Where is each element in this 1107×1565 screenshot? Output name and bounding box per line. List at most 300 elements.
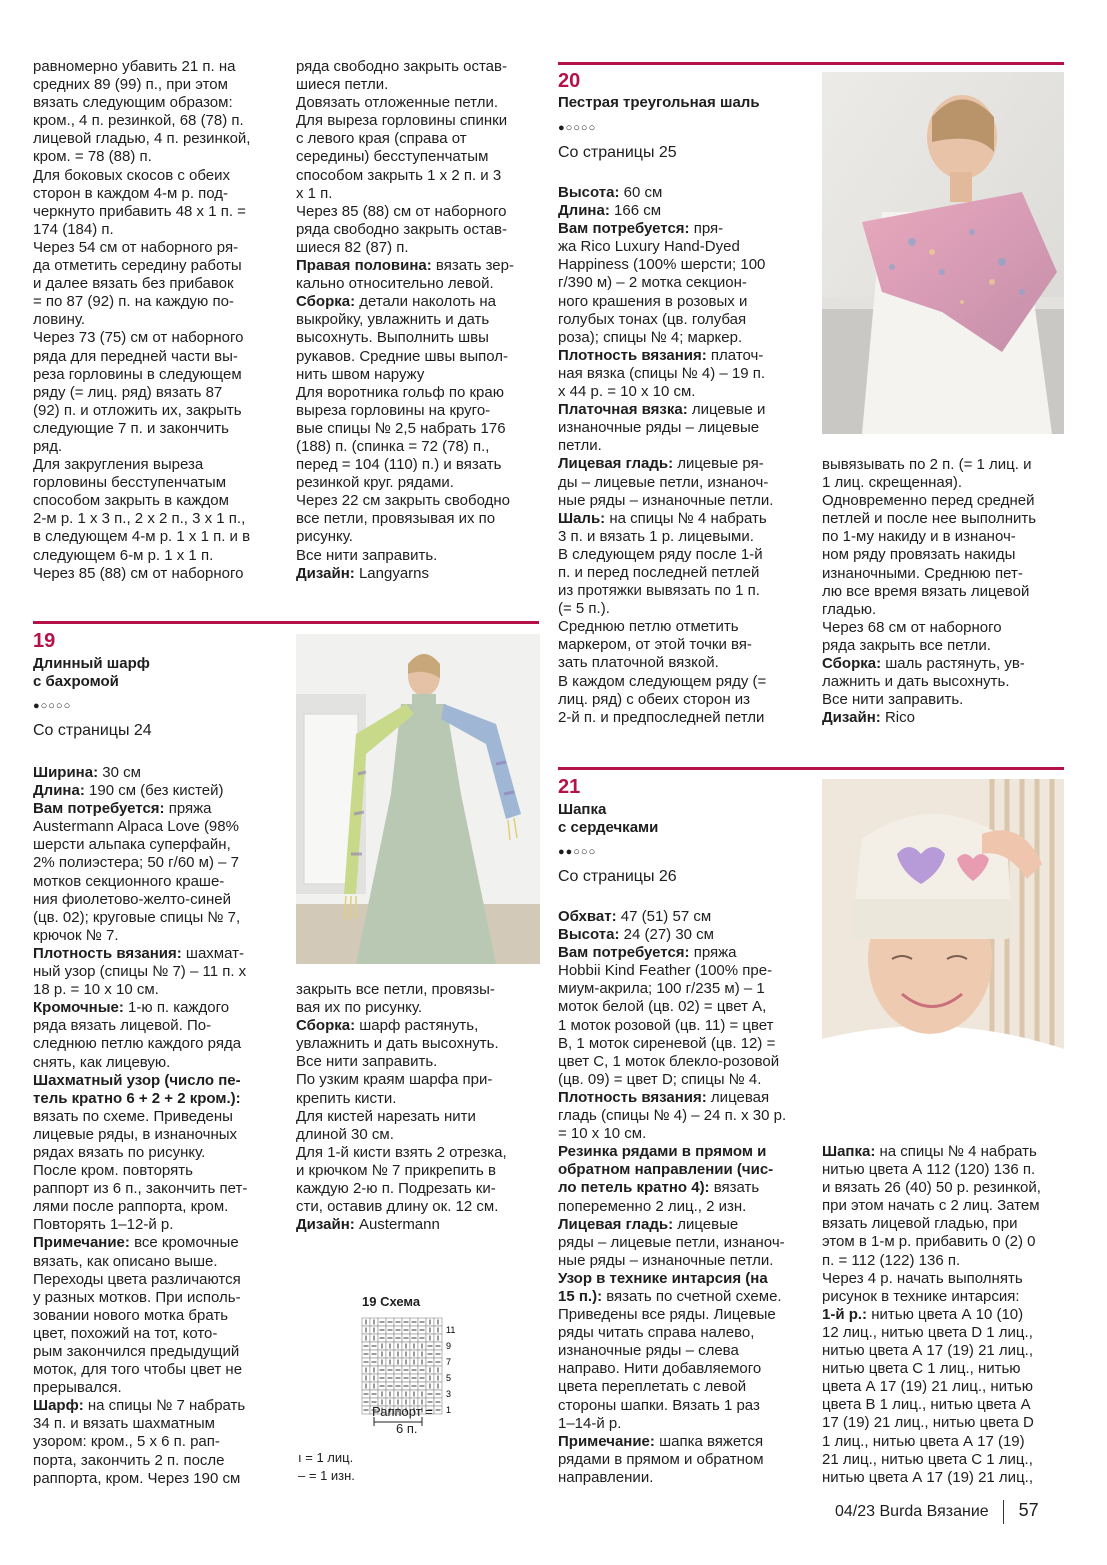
text-run: 34 п. и вязать шахматным [33,1415,215,1433]
text-line [33,782,283,800]
text-line [33,945,283,963]
text-run: Через 22 см закрыть свободно [296,492,510,510]
text-line [822,492,1067,510]
text-line [822,1342,1067,1360]
pattern-19-text [33,764,283,1488]
text-line [558,1306,808,1324]
text-line [558,1324,808,1342]
text-run: закрыть все петли, провязы- [296,981,495,998]
knit-legend-text: = 1 лиц. [305,1450,354,1465]
text-run: 1 лиц. скрещенная). [822,474,963,492]
text-run: шерсти альпака суперфайн, [33,836,231,854]
text-line [296,565,541,583]
text-run: Langyarns [354,564,430,582]
text-line [296,402,541,420]
text-run: Через 4 р. начать выполнять [822,1269,1023,1287]
text-line [33,58,278,76]
text-line [33,293,278,311]
text-run: кром., 4 п. резинкой, 68 (78) п. [33,112,244,130]
text-run: Для воротника гольф по краю [296,383,504,401]
text-line [296,130,541,148]
text-run: моток, для того чтобы цвет не [33,1361,243,1379]
text-run: кром. = 78 (88) п. [33,148,152,166]
text-line [33,1090,283,1108]
text-run: равномерно убавить 21 п. на [33,58,236,75]
text-run: у разных мотков. При исполь- [33,1288,241,1306]
page-number: 57 [1018,1500,1039,1521]
text-line [296,456,541,474]
text-line [33,1307,283,1325]
text-line [33,1180,283,1198]
text-line [822,1360,1067,1378]
text-line [33,402,278,420]
text-run: Довязать отложенные петли. [296,94,499,112]
text-run: перед = 104 (110) п.) и вязать [296,456,502,474]
text-run: 18 р. = 10 х 10 см. [33,981,159,999]
text-line [558,1433,808,1451]
text-line [558,944,808,962]
text-line [296,1126,541,1144]
pattern-21-page-ref: Со страницы 26 [558,868,677,885]
text-run: 24 (27) 30 см [619,926,714,944]
text-line [33,130,278,148]
text-line [296,275,541,293]
text-run: п. = 112 (122) 136 п. [822,1251,961,1269]
text-run: изнаночные ряды – слева [558,1342,739,1360]
text-line [558,582,808,600]
chart-row-label: 7 [446,1357,452,1367]
text-line [558,274,808,292]
page-footer [835,1500,1039,1524]
text-line [296,999,541,1017]
text-run: рисунок в технике интарсия: [822,1287,1020,1305]
text-line [822,1179,1067,1197]
text-line [558,673,808,691]
text-line [558,1053,808,1071]
text-run: пря- [689,220,724,238]
text-run: горловины бесступенчатым [33,474,227,492]
text-line [558,383,808,401]
text-run: вязать, как описано выше. [33,1252,218,1270]
pattern-20-text [558,184,808,727]
text-run: Hobbii Kind Feather (100% пре- [558,962,773,980]
text-run: изнаночными. Среднюю пет- [822,564,1023,582]
text-line [558,1270,808,1288]
text-line [296,1180,541,1198]
pattern-21-number: 21 [558,776,581,798]
text-run: 2% полиэстера; 50 г/60 м) – 7 [33,854,240,872]
text-run: сти, оставив длину ок. 12 см. [296,1198,499,1216]
text-run: лицевая [706,1088,770,1106]
text-line [33,764,283,782]
text-line [296,1071,541,1089]
text-run: высохнуть. Выполнить швы [296,329,489,347]
text-line [822,546,1067,564]
text-line [296,221,541,239]
text-line [296,547,541,565]
text-line [822,1451,1067,1469]
text-line [822,619,1067,637]
text-line [33,909,283,927]
text-run-bold: Платочная вязка: [558,401,688,419]
text-run: миум-акрила; 100 г/235 м) – 1 [558,980,765,998]
text-line [33,565,278,583]
text-run: Одновременно перед средней [822,492,1035,510]
text-line [33,1415,283,1433]
text-run-bold: Длина: [33,782,85,800]
text-run: роза); спицы № 4; маркер. [558,328,743,346]
text-run: 1 моток розовой (цв. 11) = цвет [558,1016,774,1034]
text-run: вязать лицевой гладью, при [822,1215,1018,1233]
text-line [558,1198,808,1216]
text-line [822,1378,1067,1396]
text-line [33,348,278,366]
text-line [33,999,283,1017]
text-line [33,239,278,257]
text-run-bold: Плотность вязания: [33,944,182,962]
text-line [296,366,541,384]
text-run: 1 лиц., нитью цвета А 17 (19) [822,1432,1025,1450]
text-run: ряды читать справа налево, [558,1324,755,1342]
text-line [558,1035,808,1053]
text-run: по 1-му накиду и в изнаноч- [822,528,1016,546]
text-run: Через 85 (88) см от наборного [33,564,244,582]
pattern-19-title-line-2: с бахромой [33,672,119,690]
text-run: направо. Нити добавляемого [558,1360,762,1378]
text-run-bold: тель кратно 6 + 2 + 2 кром.): [33,1089,241,1107]
text-line [33,148,278,166]
text-run: изнаночные ряды – лицевые [558,419,760,437]
text-line [33,891,283,909]
text-line [33,257,278,275]
text-line [33,836,283,854]
text-run: ряды – лицевые петли, изнаноч- [558,1233,785,1251]
text-run-bold: Вам потребуется: [558,944,690,962]
text-line [558,1071,808,1089]
text-line [296,1090,541,1108]
text-line [296,384,541,402]
scarf-photo-image [296,634,540,964]
text-run: из протяжки вывязать по 1 п. [558,582,760,600]
chart-row-label: 5 [446,1373,452,1383]
text-line [558,1397,808,1415]
text-line [822,1288,1067,1306]
text-line [822,1161,1067,1179]
text-line [558,238,808,256]
text-run: и далее вязать без прибавок [33,275,234,293]
text-run: ряда свободно закрыть остав- [296,220,507,238]
text-run: рукавов. Средние швы выпол- [296,347,509,365]
text-run: ды – лицевые петли, изнаноч- [558,473,769,491]
text-run: цвет С, 1 моток блекло-розовой [558,1052,780,1070]
text-run-bold: Плотность вязания: [558,346,707,364]
text-line [558,908,808,926]
text-line [33,94,278,112]
text-run: лицевой гладью, 4 п. резинкой, [33,130,251,148]
text-run: все петли, провязывая их по [296,510,496,528]
text-line [296,112,541,130]
text-line [33,528,278,546]
footer-magazine: Burda Вязание [879,1503,989,1521]
pattern-21-divider [558,767,1064,770]
text-run: цвета А 17 (19) 21 лиц., нитью [822,1378,1033,1396]
text-line [33,492,278,510]
text-run: нить швом наружу [296,365,425,383]
text-line [822,1197,1067,1215]
text-line [33,1017,283,1035]
text-run: лицевые ря- [673,455,764,473]
text-line [33,1234,283,1252]
text-line [33,185,278,203]
text-line [558,1107,808,1125]
text-line [822,583,1067,601]
text-line [558,1143,808,1161]
shawl-photo [822,72,1064,434]
shawl-photo-image [822,72,1064,434]
text-line [558,256,808,274]
pattern-20-title: Пестрая треугольная шаль [558,94,760,111]
footer-issue: 04/23 [835,1503,876,1521]
text-run-bold: Вам потребуется: [33,800,165,818]
text-run: гладью. [822,600,877,618]
text-line [558,401,808,419]
text-run: жа Rico Luxury Hand-Dyed [558,238,740,256]
text-run: цвет, похожий на тот, кото- [33,1324,218,1342]
chart-row-label: 1 [446,1405,452,1415]
text-run: детали наколоть на [355,293,496,311]
text-line [558,1216,808,1234]
text-line [822,1414,1067,1432]
text-run: средних 89 (99) п., при этом [33,76,228,94]
text-run: прерывался. [33,1379,122,1397]
text-run: ряда свободно закрыть остав- [296,58,507,75]
text-line [558,528,808,546]
text-run: каждую 2-ю п. Подрезать ки- [296,1180,496,1198]
text-line [296,474,541,492]
text-line [296,148,541,166]
text-line [822,565,1067,583]
text-line [822,1143,1067,1161]
text-run: Переходы цвета различаются [33,1270,241,1288]
text-line [558,419,808,437]
text-line [558,455,808,473]
text-run-bold: Длина: [558,202,610,220]
text-run: Через 85 (88) см от наборного [296,202,507,220]
text-line [558,1415,808,1433]
text-line [33,1379,283,1397]
text-line [822,1469,1067,1487]
text-line [558,1469,808,1487]
text-line [822,1252,1067,1270]
text-line [558,600,808,618]
text-line [558,1161,808,1179]
text-line [33,1452,283,1470]
text-line [558,1360,808,1378]
text-run: х 1 п. [296,184,333,202]
text-run: пряжа [689,944,737,962]
text-run: ряду (= лиц. ряд) вязать 87 [33,383,223,401]
text-line [296,94,541,112]
text-run: способом закрыть 1 х 2 п. и 3 [296,166,502,184]
text-run: п. и перед последней петлей [558,563,760,581]
text-line [33,1054,283,1072]
text-run-bold: 1-й р.: [822,1305,868,1323]
chart-19-rapport-label-2: 6 п. [396,1421,418,1436]
pattern-19-text-right [296,981,541,1234]
text-line [558,980,808,998]
text-line [33,456,278,474]
text-line [558,311,808,329]
text-run: при этом начать с 2 лиц. Затем [822,1197,1040,1215]
text-run: вязать следующим образом: [33,94,233,112]
text-line [822,691,1067,709]
text-line [558,654,808,672]
text-line [822,673,1067,691]
text-run: нитью цвета А 112 (120) 136 п. [822,1161,1036,1179]
text-line [296,1017,541,1035]
text-line [296,76,541,94]
purl-legend-text: = 1 изн. [308,1468,355,1483]
text-run: петли. [558,437,602,455]
pattern-19-number: 19 [33,630,56,652]
text-line [33,854,283,872]
text-line [33,927,283,945]
text-run: (92) п. и отложить их, закрыть [33,401,242,419]
pattern-21-title [558,801,658,836]
text-run: этом в 1-м р. прибавить 0 (2) 0 [822,1233,1036,1251]
text-line [558,1342,808,1360]
text-run: гладь (спицы № 4) – 24 п. х 30 р. [558,1107,787,1125]
text-run: и крючком № 7 прикрепить в [296,1161,496,1179]
pattern-19-title [33,655,150,690]
text-run: увлажнить и дать высохнуть. [296,1035,499,1053]
text-run: нитью цвета А 10 (10) [867,1305,1024,1323]
text-run: 2-м р. 1 х 3 п., 2 х 2 п., 3 х 1 п., [33,510,246,528]
text-run: маркером, от этой точки вя- [558,636,752,654]
text-run: 60 см [619,184,663,201]
text-run: следующие 7 п. и закончить [33,419,229,437]
text-line [558,618,808,636]
text-line [296,167,541,185]
text-line [33,203,278,221]
text-line [822,1233,1067,1251]
text-run: и вязать 26 (40) 50 р. резинкой, [822,1179,1041,1197]
text-line [296,257,541,275]
text-run: (цв. 09) = цвет D; спицы № 4. [558,1070,762,1088]
pattern-19-divider [33,621,539,624]
text-line [33,1253,283,1271]
text-line [33,275,278,293]
text-line [33,438,278,456]
text-line [822,456,1067,474]
text-run: на спицы № 4 набрать [875,1143,1037,1160]
text-run: После кром. повторять [33,1162,193,1180]
chart-row-label: 9 [446,1341,452,1351]
text-run: Rico [880,709,915,727]
text-line [558,1125,808,1143]
scarf-photo [296,634,540,964]
text-run: лицевые [673,1215,739,1233]
text-run: Через 54 см от наборного ря- [33,238,239,256]
pattern-21-title-line-2: с сердечками [558,818,659,836]
text-run-bold: Шахматный узор (число пе- [33,1071,241,1089]
text-line [296,1162,541,1180]
text-run: Среднюю петлю отметить [558,618,739,636]
text-line [33,1144,283,1162]
text-run: ные ряды – изнаночные петли. [558,491,774,509]
text-run: зать платочной вязкой. [558,654,719,672]
text-run-bold: Обхват: [558,908,617,925]
text-line [296,348,541,366]
text-run: раппорт из 6 п., закончить пет- [33,1180,248,1198]
text-run: (= 5 п.). [558,600,610,618]
text-run: Austermann [354,1216,440,1234]
text-line [296,492,541,510]
text-run: Для закругления выреза [33,456,204,474]
text-line [558,546,808,564]
text-line [296,528,541,546]
text-line [558,1179,808,1197]
text-run: выкройку, увлажнить и дать [296,311,490,329]
text-line [558,202,808,220]
text-run: стороны шапки. Вязать 1 раз [558,1396,760,1414]
text-run: в следующем 4-м р. 1 х 1 п. и в [33,528,251,546]
text-run: ного крашения в розовых и [558,292,748,310]
text-run: 47 (51) 57 см [616,908,712,925]
text-line [33,366,278,384]
text-line [558,564,808,582]
text-line [33,1126,283,1144]
text-line [558,1378,808,1396]
text-run: ловину. [33,311,86,329]
text-line [33,1470,283,1488]
text-line [558,220,808,238]
text-line [33,1216,283,1234]
text-run: 1-ю п. каждого [123,999,230,1017]
text-run: ряда закрыть все петли. [822,636,991,654]
text-run-bold: Шарф: [33,1397,84,1415]
text-run: шахмат- [181,944,244,962]
text-run: Через 73 (75) см от наборного [33,329,244,347]
text-run: 174 (184) п. [33,220,114,238]
text-line [296,1216,541,1234]
text-run: г/390 м) – 2 мотка секцион- [558,274,747,292]
text-line [33,1361,283,1379]
text-run: зовании нового мотка брать [33,1306,229,1324]
text-run-bold: Лицевая гладь: [558,455,674,473]
text-run: Все нити заправить. [296,546,438,564]
text-run-bold: Высота: [558,184,620,201]
text-line [558,184,808,202]
pattern-21-difficulty: ●●○○○ [558,846,597,858]
text-run: В каждом следующем ряду (= [558,672,767,690]
text-run: рым закончился предыдущий [33,1343,240,1360]
text-run: лю все время вязать лицевой [822,582,1030,600]
text-run-bold: Шаль: [558,509,606,527]
text-line [296,293,541,311]
text-run: вязать [709,1179,760,1197]
text-line [33,1343,283,1361]
text-line [822,601,1067,619]
text-run: рисунку. [296,528,353,546]
text-run: попеременно 2 лиц., 2 изн. [558,1197,747,1215]
text-run: моток белой (цв. 02) = цвет А, [558,998,767,1016]
text-line [558,437,808,455]
text-line [558,691,808,709]
text-line [33,1325,283,1343]
text-line [558,1234,808,1252]
text-line [822,1396,1067,1414]
